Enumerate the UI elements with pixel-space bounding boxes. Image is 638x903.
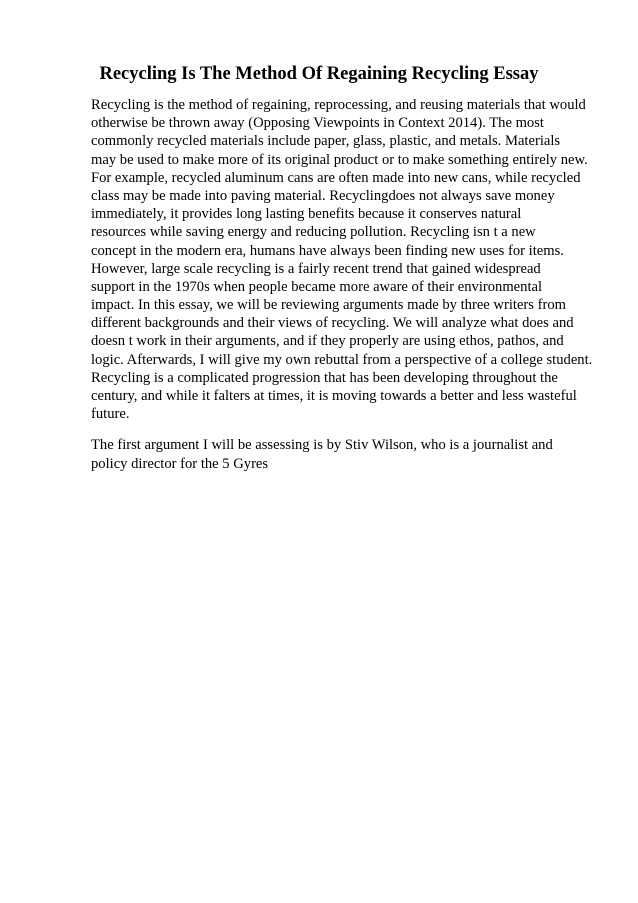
paragraph-first-argument: [91, 436, 611, 472]
text-line: different backgrounds and their views of recycling. We will analyze what does and: [91, 315, 574, 332]
text-line: immediately, it provides long lasting benefits because it conserves natural: [91, 206, 522, 223]
text-line: future.: [91, 406, 130, 423]
text-line: For example, recycled aluminum cans are often made into new cans, while recycled: [91, 169, 581, 186]
text-line: policy director for the 5 Gyres: [91, 455, 269, 472]
text-line: impact. In this essay, we will be reviewing arguments made by three writers from: [91, 297, 566, 314]
document-title: Recycling Is The Method Of Regaining Recycling Essay: [99, 64, 539, 84]
text-line: doesn t work in their arguments, and if they properly are using ethos, pathos, and: [91, 333, 564, 350]
text-line: otherwise be thrown away (Opposing Viewpoints in Context 2014). The most: [91, 115, 544, 132]
text-line: commonly recycled materials include paper, glass, plastic, and metals. Materials: [91, 133, 561, 150]
text-line: century, and while it falters at times, it is moving towards a better and less wasteful: [91, 388, 577, 404]
text-line: logic. Afterwards, I will give my own rebuttal from a perspective of a college student.: [91, 351, 593, 368]
text-line: resources while saving energy and reducing pollution. Recycling isn t a new: [91, 224, 536, 241]
text-line: may be used to make more of its original product or to make something entirely new.: [91, 151, 588, 168]
text-line: Recycling is a complicated progression that has been developing throughout the: [91, 369, 558, 386]
text-line: class may be made into paving material. Recyclingdoes not always save money: [91, 187, 555, 204]
paragraph-spacer: [91, 423, 611, 436]
text-line: However, large scale recycling is a fairly recent trend that gained widespread: [91, 260, 541, 277]
text-line: support in the 1970s when people became more aware of their environmental: [91, 278, 543, 295]
text-line: Recycling is the method of regaining, reprocessing, and reusing materials that would: [91, 97, 586, 113]
document-body: [91, 96, 611, 473]
text-line: The first argument I will be assessing is by Stiv Wilson, who is a journalist and: [91, 437, 553, 454]
text-line: concept in the modern era, humans have always been finding new uses for items.: [91, 242, 564, 259]
paragraph-introduction: [91, 96, 611, 423]
